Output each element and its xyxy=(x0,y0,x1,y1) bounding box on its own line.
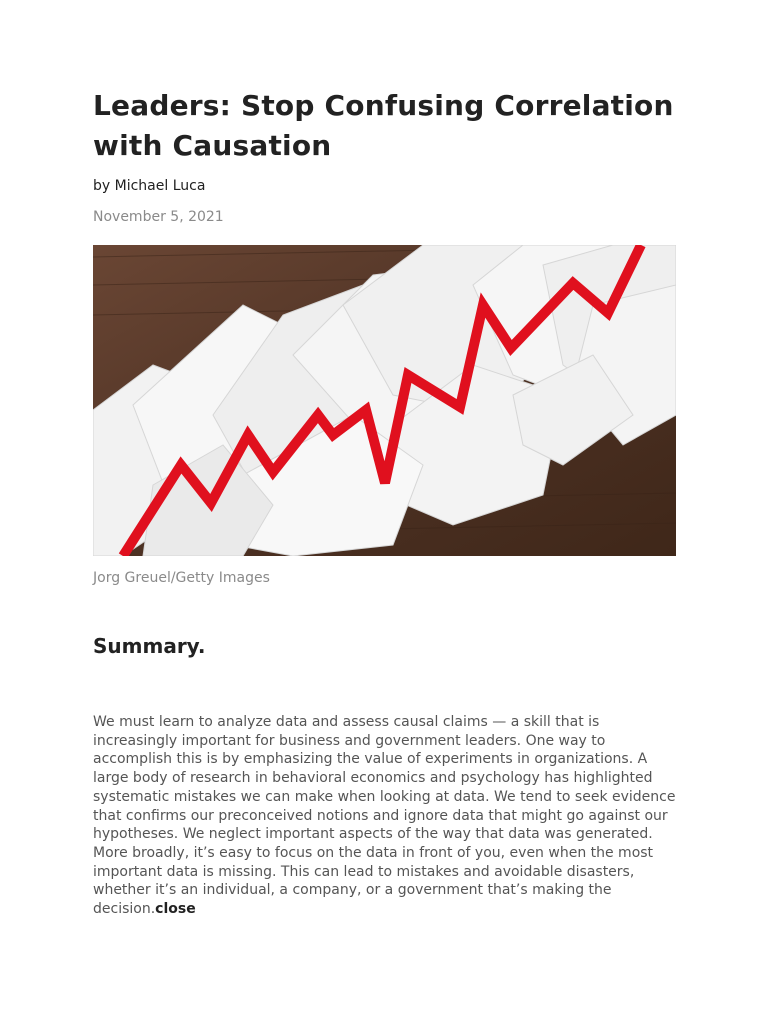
byline xyxy=(93,176,676,196)
article-title: Leaders: Stop Confusing Correlation with Causation xyxy=(93,89,674,162)
close-summary-link[interactable]: close xyxy=(155,901,196,918)
hero-image xyxy=(93,245,676,556)
image-caption: Jorg Greuel/Getty Images xyxy=(93,570,270,586)
summary-body xyxy=(93,713,676,919)
summary-heading: Summary. xyxy=(93,634,206,658)
byline-prefix: by xyxy=(93,178,115,194)
author-name[interactable]: Michael Luca xyxy=(114,178,206,194)
summary-text: We must learn to analyze data and assess causal claims — a skill that is increasingly important for business and government leaders. One way to accomplish this is by emphasizing the value of experiments in organizations. A large body of research in behavioral economics and psychology has highlighted systematic mistakes we can make when looking at data. We tend to seek evidence that confirms our preconceived notions and ignore data that might go against our hypotheses. We neglect important aspects of the way that data was generated. More broadly, it’s easy to focus on the data in front of you, even when the most important data is missing. This can lead to mistakes and avoidable disasters, whether it’s an individual, a company, or a government that’s making the decision. xyxy=(93,714,676,918)
article xyxy=(93,86,676,919)
publish-date: November 5, 2021 xyxy=(93,209,224,225)
